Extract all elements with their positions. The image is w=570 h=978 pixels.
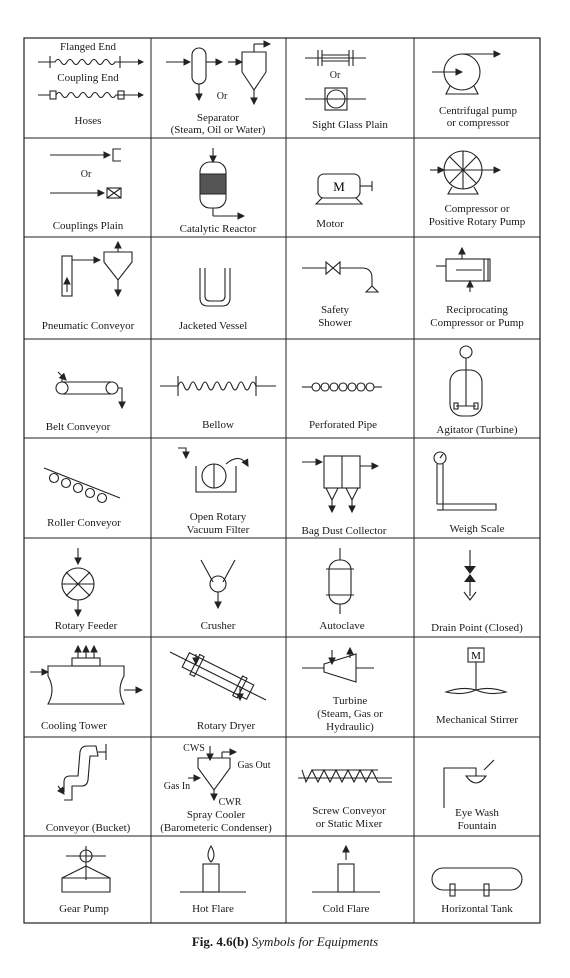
crusher-label: Crusher (200, 620, 236, 632)
bag-dust-label: Bag Dust Collector (301, 525, 387, 537)
hose-coupling-icon (38, 93, 138, 98)
pneumatic-conveyor-label: Pneumatic Conveyor (41, 320, 135, 332)
drain-point-label: Drain Point (Closed) (431, 622, 523, 634)
cell-hot-flare (180, 846, 246, 915)
cell-compressor-rotary (429, 151, 526, 228)
sight-glass-label: Sight Glass Plain (312, 119, 388, 131)
autoclave-label: Autoclave (319, 620, 365, 632)
cell-pneumatic-conveyor (42, 242, 135, 332)
conveyor-bucket-label: Conveyor (Bucket) (45, 822, 131, 834)
cell-safety-shower (302, 262, 378, 329)
safety-shower-valve-icon (326, 262, 340, 274)
cell-agitator (436, 346, 518, 436)
screw-conveyor-label: Screw Conveyor (312, 805, 386, 817)
centrifugal-pump-label: Centrifugal pump (439, 105, 517, 117)
horizontal-tank-icon (432, 868, 522, 890)
cell-reciprocating (430, 248, 524, 329)
perforated-pipe-icon (312, 383, 374, 391)
cell-jacketed-vessel (179, 268, 248, 332)
bellow-icon (178, 382, 256, 390)
jacketed-vessel-label: Jacketed Vessel (178, 320, 248, 332)
cell-motor (316, 174, 372, 230)
motor-label: Motor (316, 218, 344, 230)
cell-spray-cooler (160, 743, 272, 834)
spray-cooler-sublabel: (Barometeric Condenser) (160, 822, 272, 834)
coupling-plain-icon (113, 149, 121, 161)
safety-shower-sublabel: Shower (318, 317, 352, 329)
flame-icon (208, 846, 214, 862)
cell-eye-wash (444, 760, 499, 832)
compressor-rotary-sublabel: Positive Rotary Pump (428, 216, 526, 228)
hoses-coupling-end-label: Coupling End (57, 72, 119, 84)
cell-bellow (160, 376, 276, 431)
separator-or: Or (216, 91, 228, 102)
turbine-sublabel-1: (Steam, Gas or (317, 708, 383, 720)
spray-cooler-label: Spray Cooler (186, 809, 246, 821)
cell-catalytic-reactor (180, 148, 257, 235)
cell-couplings-plain (50, 149, 124, 232)
separator-sublabel: (Steam, Oil or Water) (170, 124, 266, 136)
vacuum-filter-label: Open Rotary (189, 511, 247, 523)
safety-shower-label: Safety (320, 304, 350, 316)
motor-m-glyph: M (333, 179, 345, 194)
roller-conveyor-icon (44, 468, 120, 498)
centrifugal-pump-sublabel: or compressor (446, 117, 510, 129)
cell-crusher (201, 560, 236, 632)
rotary-feeder-label: Rotary Feeder (54, 620, 118, 632)
perforated-pipe-label: Perforated Pipe (308, 419, 378, 431)
cell-perforated-pipe (302, 383, 382, 431)
spray-cooler-cwr: CWR (218, 797, 242, 808)
cold-flare-label: Cold Flare (322, 903, 370, 915)
screw-conveyor-icon (302, 770, 378, 782)
eye-wash-label: Eye Wash (455, 807, 499, 819)
cold-flare-stack-icon (338, 864, 354, 892)
turbine-label: Turbine (332, 695, 368, 707)
cell-cooling-tower (30, 646, 142, 732)
hose-flanged-icon (38, 60, 138, 65)
belt-conveyor-label: Belt Conveyor (45, 421, 111, 433)
belt-conveyor-icon (56, 382, 68, 394)
catalytic-reactor-label: Catalytic Reactor (179, 223, 257, 235)
cell-separator (166, 44, 270, 136)
turbine-icon (324, 654, 356, 682)
compressor-rotary-label: Compressor or (444, 203, 510, 215)
cell-bag-dust (302, 456, 387, 537)
spray-cooler-icon (198, 758, 230, 790)
separator-label: Separator (196, 112, 240, 124)
spray-cooler-gas-in: Gas In (163, 781, 191, 792)
rotary-dryer-label: Rotary Dryer (196, 720, 256, 732)
eye-wash-icon (444, 768, 476, 808)
mech-stirrer-label: Mechanical Stirrer (435, 714, 519, 726)
cell-vacuum-filter (178, 448, 250, 536)
gear-pump-label: Gear Pump (59, 903, 109, 915)
crusher-icon (210, 576, 226, 592)
hoses-flanged-end-label: Flanged End (60, 41, 116, 53)
cooling-tower-icon (48, 666, 124, 704)
sight-glass-or: Or (329, 70, 341, 81)
cell-screw-conveyor (298, 770, 392, 830)
bellow-label: Bellow (202, 419, 234, 431)
eye-wash-sublabel: Fountain (457, 820, 497, 832)
horizontal-tank-label: Horizontal Tank (441, 903, 513, 915)
turbine-sublabel-2: Hydraulic) (326, 721, 374, 733)
cell-cold-flare (312, 846, 380, 915)
bucket-conveyor-icon (64, 746, 98, 800)
cell-sight-glass (305, 50, 388, 131)
hot-flare-label: Hot Flare (192, 903, 234, 915)
figure-caption (0, 934, 570, 950)
cooling-tower-label: Cooling Tower (41, 720, 107, 732)
cell-mech-stirrer (436, 648, 518, 726)
roller-conveyor-label: Roller Conveyor (47, 517, 121, 529)
cell-rotary-dryer (170, 650, 266, 732)
figure-number: Fig. 4.6(b) (191, 934, 249, 949)
cell-turbine (302, 648, 383, 733)
cell-hoses (38, 41, 144, 127)
hoses-label: Hoses (74, 115, 102, 127)
cell-horizontal-tank (432, 868, 522, 915)
weigh-scale-label: Weigh Scale (449, 523, 505, 535)
cell-gear-pump (59, 846, 110, 915)
reciprocating-sublabel: Compressor or Pump (430, 317, 524, 329)
couplings-or: Or (80, 169, 92, 180)
cell-centrifugal-pump (432, 54, 517, 129)
spray-cooler-cws: CWS (183, 743, 205, 754)
screw-conveyor-sublabel: or Static Mixer (315, 818, 383, 830)
stirrer-motor-glyph: M (471, 650, 481, 662)
separator-vessel-icon (192, 48, 206, 84)
cell-drain-point (431, 550, 523, 634)
cell-weigh-scale (434, 452, 505, 535)
autoclave-icon (329, 560, 351, 604)
cell-autoclave (319, 548, 364, 632)
spray-cooler-gas-out: Gas Out (237, 760, 271, 771)
agitator-label: Agitator (Turbine) (436, 424, 518, 436)
figure-title: Symbols for Equipments (251, 934, 379, 949)
reciprocating-label: Reciprocating (446, 304, 508, 316)
couplings-plain-label: Couplings Plain (52, 220, 124, 232)
cell-rotary-feeder (55, 548, 118, 632)
cell-conveyor-bucket (46, 744, 131, 834)
vacuum-filter-sublabel: Vacuum Filter (186, 524, 250, 536)
cyclone-separator-icon (242, 52, 266, 90)
cell-roller-conveyor (44, 468, 121, 529)
cell-belt-conveyor (46, 372, 122, 433)
drain-valve-icon (464, 566, 476, 582)
